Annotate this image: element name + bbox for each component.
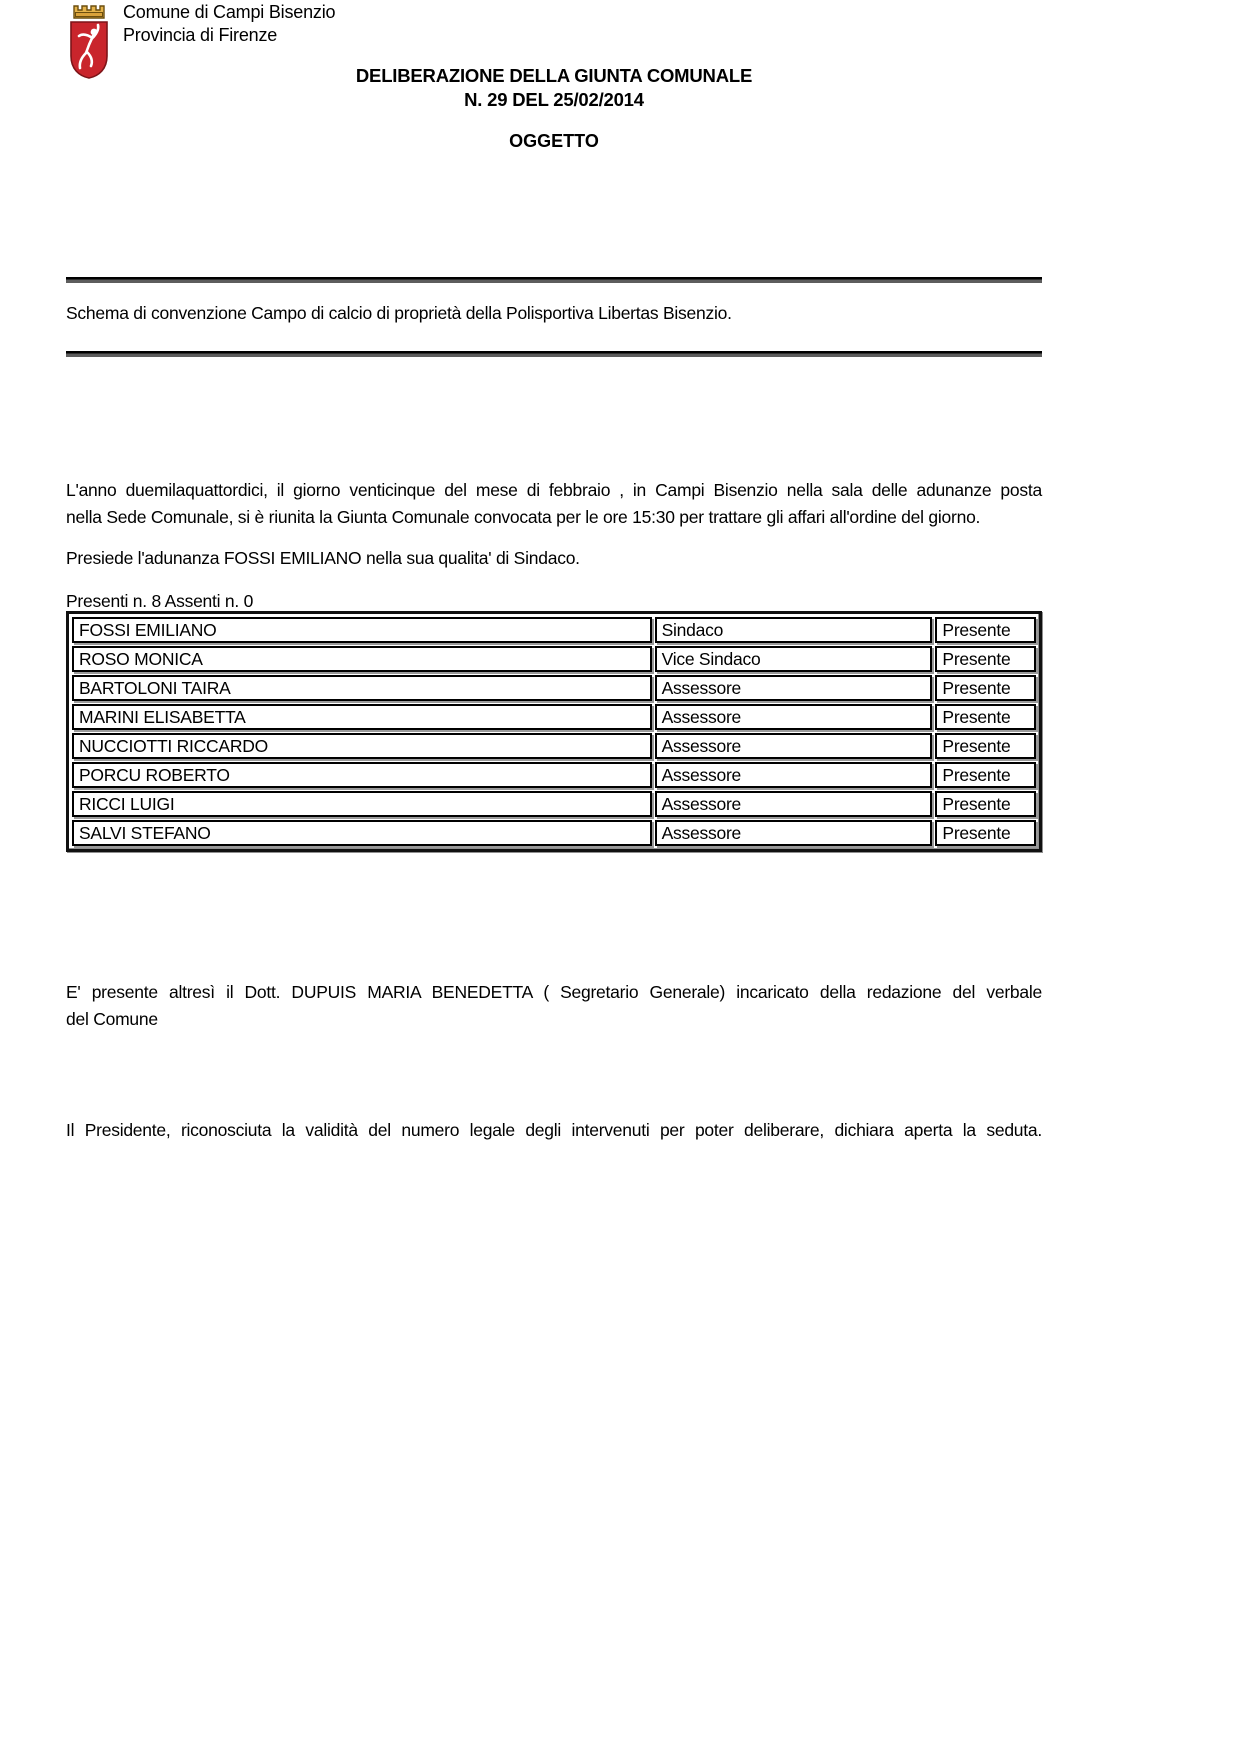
cell-role: Vice Sindaco xyxy=(655,646,933,672)
cell-status: Presente xyxy=(935,704,1036,730)
table-row xyxy=(72,820,1036,846)
table-row xyxy=(72,675,1036,701)
closing-paragraph: Il Presidente, riconosciuta la validità del numero legale degli intervenuti per poter deliberare, dichiara aperta la seduta. xyxy=(66,1120,1042,1140)
opening-paragraph-line-1: L'anno duemilaquattordici, il giorno venticinque del mese di febbraio , in Campi Bisenzio nella sala delle adunanze posta xyxy=(66,480,1042,500)
attendance-summary: Presenti n. 8 Assenti n. 0 xyxy=(66,591,254,611)
table-row xyxy=(72,791,1036,817)
cell-role: Assessore xyxy=(655,791,933,817)
secretary-paragraph xyxy=(66,979,1042,1033)
table-row xyxy=(72,704,1036,730)
cell-status: Presente xyxy=(935,762,1036,788)
document-header xyxy=(123,1,335,47)
province-name: Provincia di Firenze xyxy=(123,25,278,45)
table-row xyxy=(72,646,1036,672)
attendance-table-body xyxy=(72,617,1036,846)
cell-role: Assessore xyxy=(655,733,933,759)
cell-name: FOSSI EMILIANO xyxy=(72,617,652,643)
opening-paragraph-line-2: nella Sede Comunale, si è riunita la Giunta Comunale convocata per le ore 15:30 per trattare gli affari all'ordine del giorno. xyxy=(66,507,981,527)
cell-role: Sindaco xyxy=(655,617,933,643)
title-line-1: DELIBERAZIONE DELLA GIUNTA COMUNALE xyxy=(355,65,753,86)
cell-status: Presente xyxy=(935,646,1036,672)
cell-name: ROSO MONICA xyxy=(72,646,652,672)
secretary-paragraph-line-1: E' presente altresì il Dott. DUPUIS MARIA BENEDETTA ( Segretario Generale) incaricato della redazione del verbale xyxy=(66,982,1042,1002)
table-row xyxy=(72,617,1036,643)
subject-text: Schema di convenzione Campo di calcio di proprietà della Polisportiva Libertas Bisenzio. xyxy=(66,303,732,323)
cell-name: SALVI STEFANO xyxy=(72,820,652,846)
cell-status: Presente xyxy=(935,675,1036,701)
cell-role: Assessore xyxy=(655,675,933,701)
secretary-paragraph-line-2: del Comune xyxy=(66,1009,158,1029)
document-title xyxy=(66,64,1042,112)
cell-role: Assessore xyxy=(655,820,933,846)
cell-status: Presente xyxy=(935,733,1036,759)
oggetto-label: OGGETTO xyxy=(509,131,599,151)
table-row xyxy=(72,762,1036,788)
opening-paragraph xyxy=(66,477,1042,531)
cell-role: Assessore xyxy=(655,704,933,730)
cell-status: Presente xyxy=(935,791,1036,817)
cell-name: BARTOLONI TAIRA xyxy=(72,675,652,701)
cell-name: MARINI ELISABETTA xyxy=(72,704,652,730)
cell-status: Presente xyxy=(935,820,1036,846)
table-row xyxy=(72,733,1036,759)
chair-line: Presiede l'adunanza FOSSI EMILIANO nella sua qualita' di Sindaco. xyxy=(66,548,580,568)
cell-role: Assessore xyxy=(655,762,933,788)
municipality-name: Comune di Campi Bisenzio xyxy=(123,2,336,22)
horizontal-rule-top xyxy=(66,277,1042,283)
horizontal-rule-bottom xyxy=(66,351,1042,357)
cell-name: PORCU ROBERTO xyxy=(72,762,652,788)
cell-name: RICCI LUIGI xyxy=(72,791,652,817)
attendance-table xyxy=(66,611,1042,852)
title-line-2: N. 29 DEL 25/02/2014 xyxy=(464,89,644,110)
cell-status: Presente xyxy=(935,617,1036,643)
cell-name: NUCCIOTTI RICCARDO xyxy=(72,733,652,759)
